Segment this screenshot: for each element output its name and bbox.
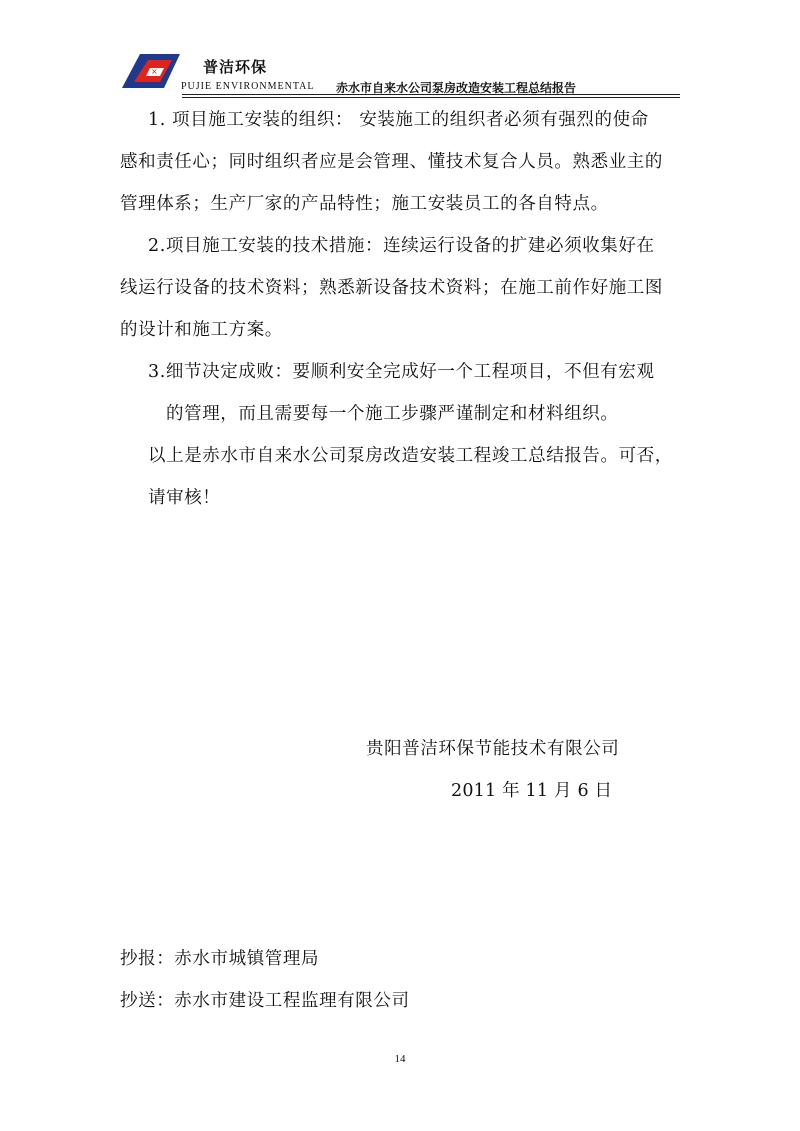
- signature-date: 2011 年 11 月 6 日: [451, 781, 613, 801]
- brand-name-en: PUJIE ENVIRONMENTAL: [181, 81, 315, 92]
- page-header: [120, 48, 680, 96]
- item-2-line-2: 线运行设备的技术资料；熟悉新设备技术资料；在施工前作好施工图: [120, 278, 663, 298]
- header-divider-secondary: [182, 97, 680, 98]
- brand-name-cn: 普洁环保: [203, 58, 268, 76]
- pujie-logo-icon: [120, 52, 182, 90]
- report-to: 抄报：赤水市城镇管理局: [120, 949, 320, 969]
- item-3-line-2: 的管理，而且需要每一个施工步骤严谨制定和材料组织。: [166, 404, 619, 424]
- closing-line-2: 请审核！: [148, 488, 221, 508]
- item-3-line-1: 3.细节决定成败：要顺利安全完成好一个工程项目，不但有宏观: [148, 362, 655, 382]
- item-1-line-3: 管理体系；生产厂家的产品特性；施工安装员工的各自特点。: [120, 194, 609, 214]
- header-divider: [182, 94, 680, 95]
- item-1-line-2: 感和责任心；同时组织者应是会管理、懂技术复合人员。熟悉业主的: [120, 152, 663, 172]
- signature-company: 贵阳普洁环保节能技术有限公司: [366, 739, 620, 759]
- item-2-line-1: 2.项目施工安装的技术措施：连续运行设备的扩建必须收集好在: [148, 236, 655, 256]
- report-title: 赤水市自来水公司泵房改造安装工程总结报告: [336, 81, 577, 95]
- logo-mark: ×: [151, 67, 158, 76]
- copy-to: 抄送：赤水市建设工程监理有限公司: [120, 991, 410, 1011]
- item-1-line-1: 1. 项目施工安装的组织： 安装施工的组织者必须有强烈的使命: [148, 110, 649, 130]
- item-2-line-3: 的设计和施工方案。: [120, 320, 283, 340]
- page-number: 14: [394, 1053, 406, 1065]
- closing-line-1: 以上是赤水市自来水公司泵房改造安装工程竣工总结报告。可否，: [148, 446, 673, 466]
